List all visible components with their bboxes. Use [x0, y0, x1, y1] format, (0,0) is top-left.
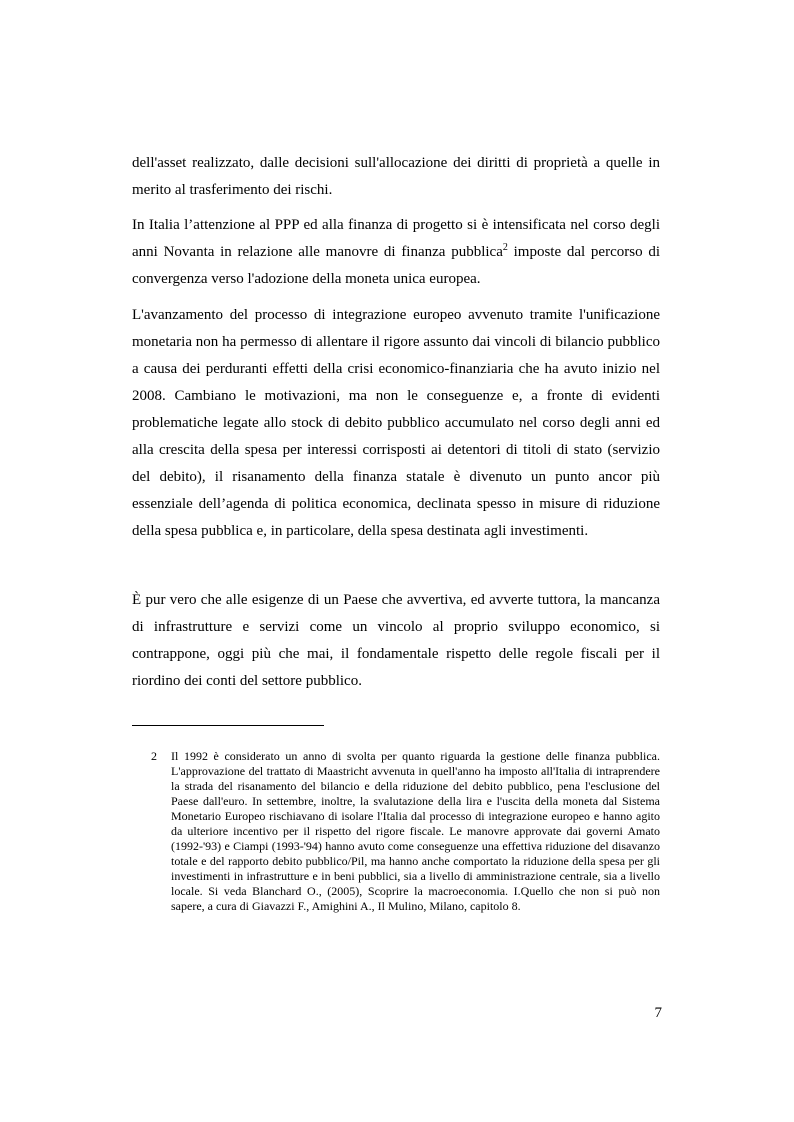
page-number: 7 [654, 1005, 662, 1021]
paragraph-1: dell'asset realizzato, dalle decisioni sull'allocazione dei diritti di proprietà a quelle in merito al trasferimento dei rischi. [132, 155, 660, 198]
footnote-reference: 2 [502, 242, 508, 253]
paragraph-2 [132, 212, 660, 293]
paragraph-3: L'avanzamento del processo di integrazione europeo avvenuto tramite l'unificazione monetaria non ha permesso di allentare il rigore assunto dai vincoli di bilancio pubblico a causa dei perduranti effetti della crisi economico-finanziaria che ha avuto inizio nel 2008. Cambiano le motivazioni, ma non le conseguenze e, a fronte di evidenti problematiche legate allo stock di debito pubblico accumulato nel corso degli anni ed alla crescita della spesa per interessi corrisposti ai detentori di titoli di stato (servizio del debito), il risanamento della finanza statale è divenuto un punto ancor più essenziale dell’agenda di politica economica, declinata spesso in misure di riduzione della spesa pubblica e, in particolare, della spesa destinata agli investimenti. [132, 307, 660, 539]
footnote [151, 749, 660, 914]
footnote-text: Il 1992 è considerato un anno di svolta per quanto riguarda la gestione delle finanza pubblica. L'approvazione del trattato di Maastricht avvenuta in quell'anno ha imposto all'Italia di intraprendere la strada del risanamento del bilancio e della riduzione del debito pubblico, pena l'esclusione del Paese dall'euro. In settembre, inoltre, la svalutazione della lira e l'uscita della moneta dal Sistema Monetario Europeo rischiavano di isolare l'Italia dal processo di integrazione europeo e hanno agito da ulteriore incentivo per il rispetto del rigore fiscale. Le manovre approvate dai governi Amato (1992-'93) e Ciampi (1993-'94) hanno avuto come conseguenze una effettiva riduzione del disavanzo totale e del rapporto debito pubblico/Pil, ma hanno anche comportato la riduzione della spesa per gli investimenti in infrastrutture e in beni pubblici, sia a livello di amministrazione centrale, sia a livello locale. Si veda Blanchard O., (2005), Scoprire la macroeconomia. I.Quello che non si può non sapere, a cura di Giavazzi F., Amighini A., Il Mulino, Milano, capitolo 8. [171, 749, 660, 913]
paragraph-2-text-end: imposte dal percorso di convergenza verso l'adozione della moneta unica europea. [132, 244, 660, 287]
footnote-number: 2 [151, 749, 157, 763]
footnote-separator [132, 725, 324, 726]
paragraph-4: È pur vero che alle esigenze di un Paese che avvertiva, ed avverte tuttora, la mancanza di infrastrutture e servizi come un vincolo al proprio sviluppo economico, si contrappone, oggi più che mai, il fondamentale rispetto delle regole fiscali per il riordino dei conti del settore pubblico. [132, 592, 660, 689]
paragraph-2-text-start: In Italia l’attenzione al PPP ed alla finanza di progetto si è intensificata nel corso degli anni Novanta in relazione alle manovre di finanza pubblica [132, 217, 660, 260]
